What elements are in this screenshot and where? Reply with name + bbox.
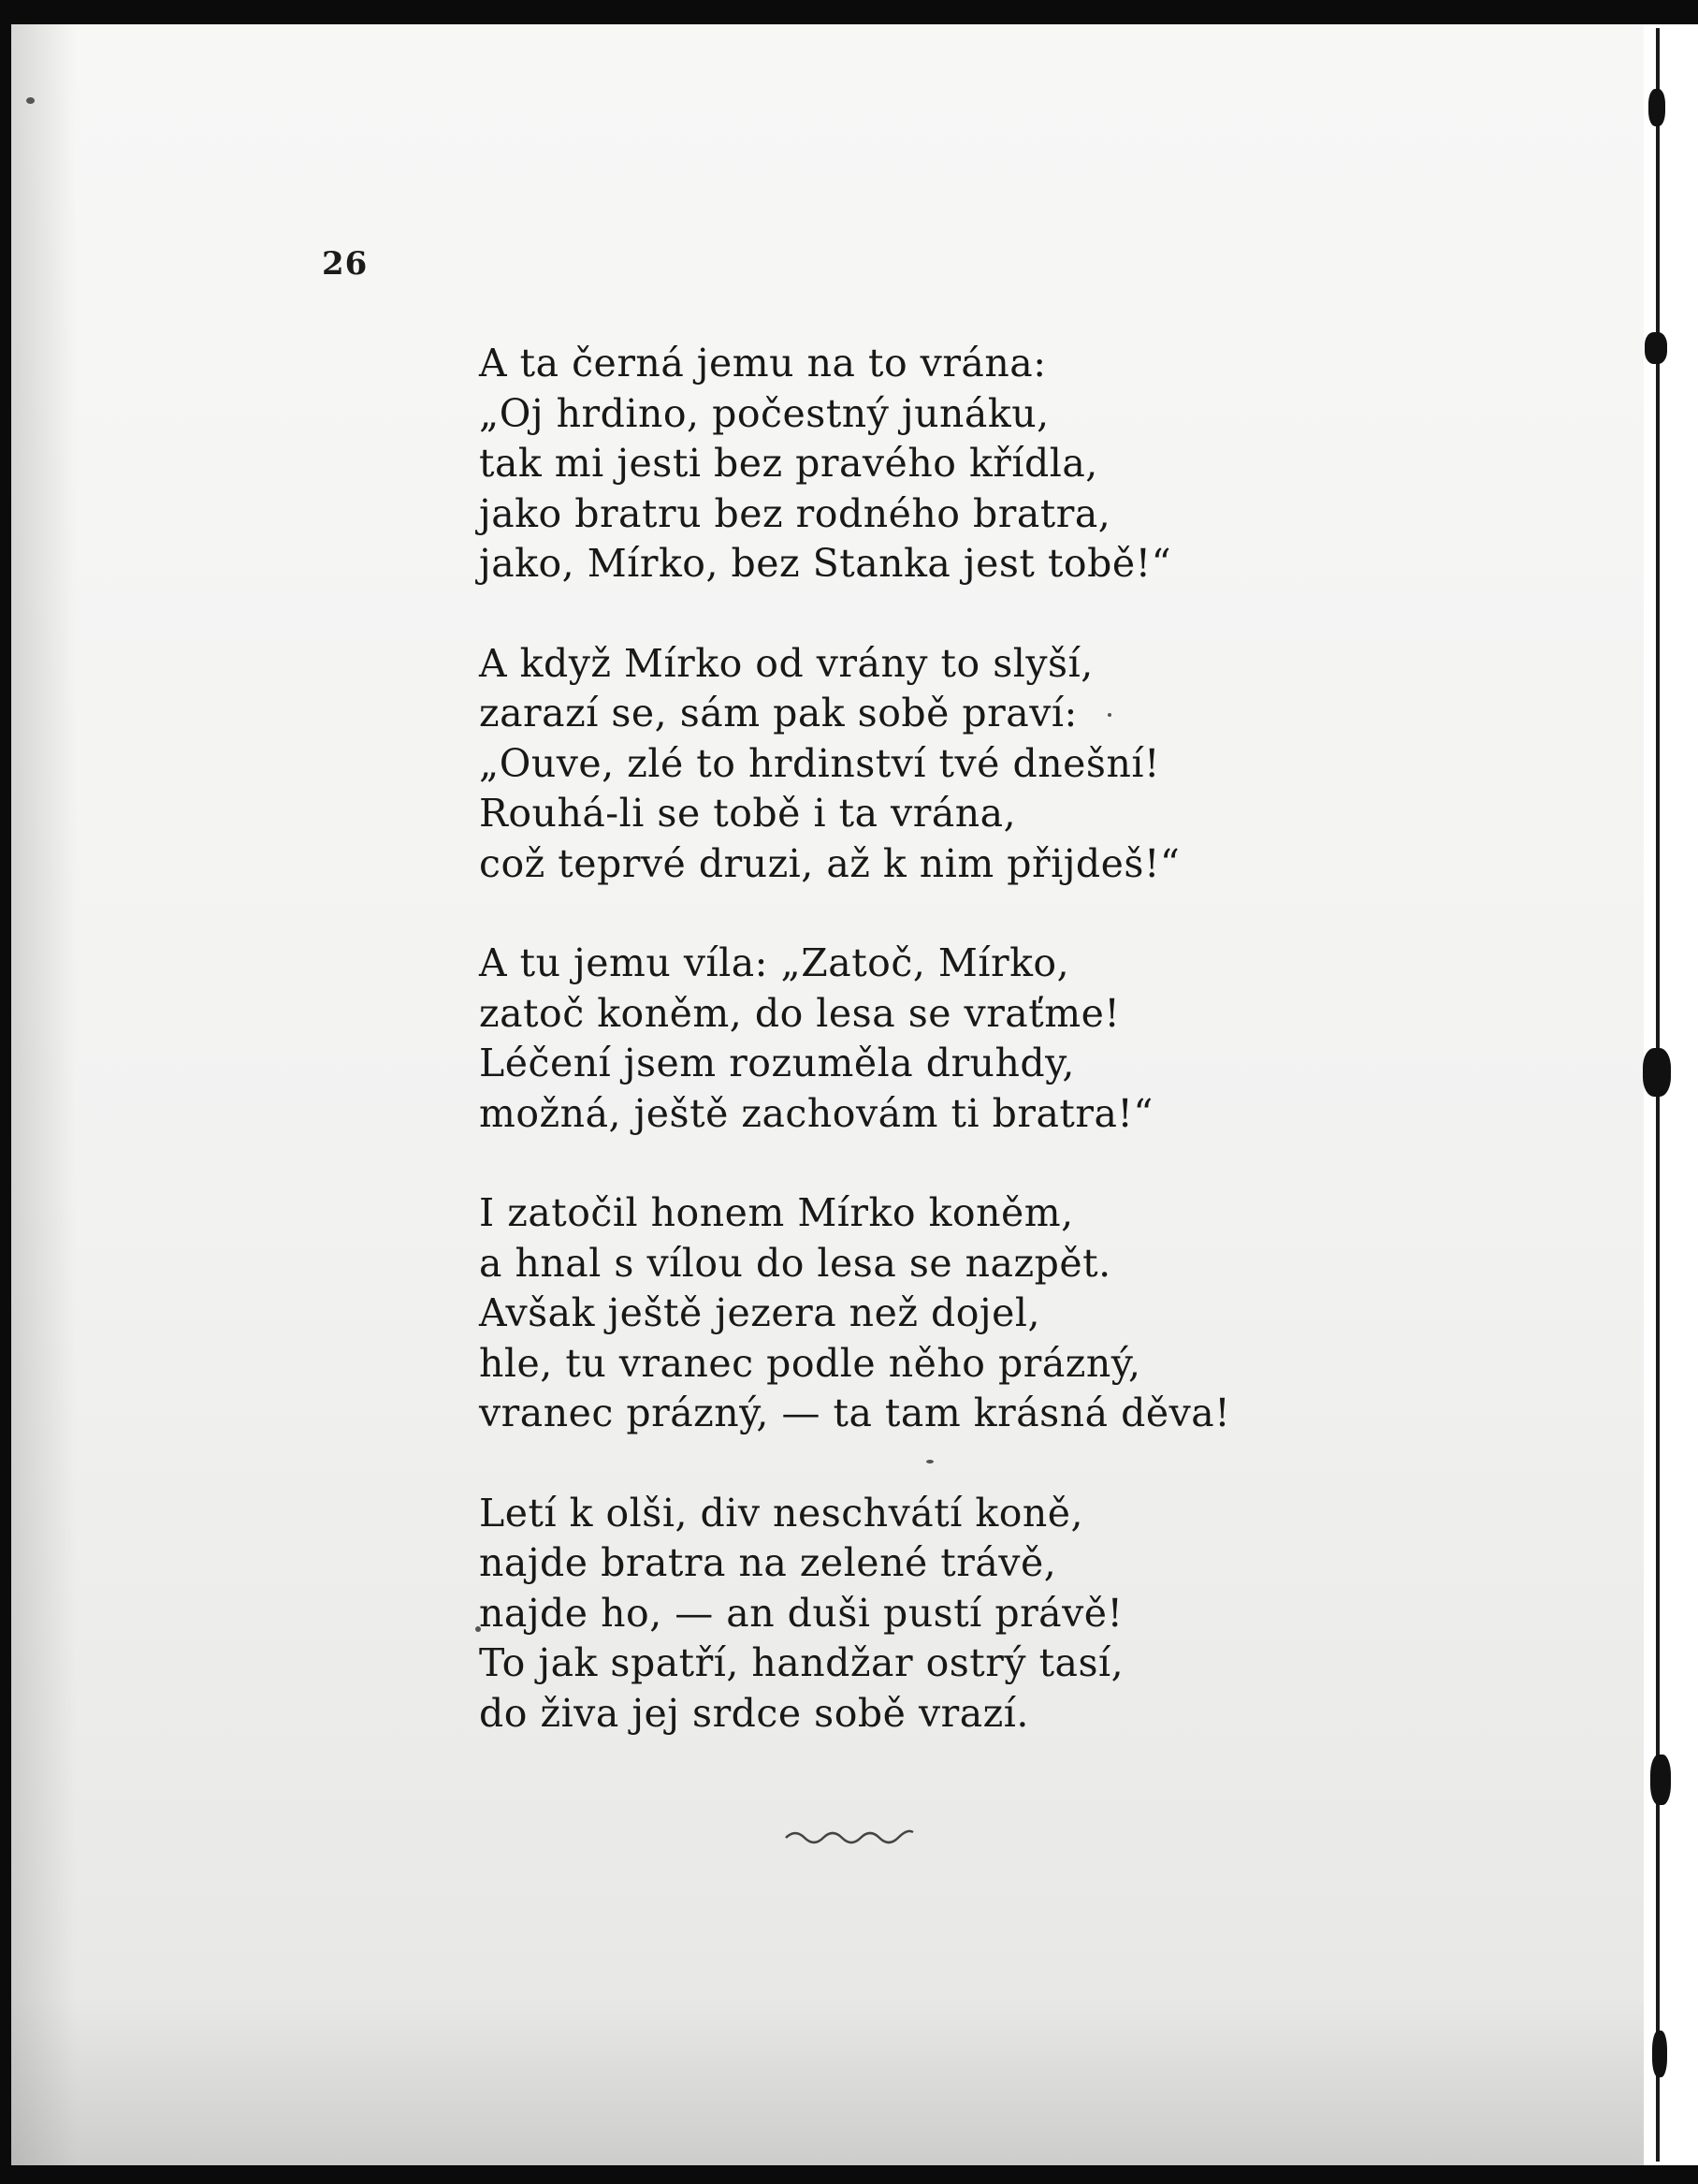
- verse-line: Letí k olši, div neschvátí koně,: [479, 1490, 1084, 1536]
- stanza-1: [479, 339, 1284, 590]
- binding-stitch-mark: [1650, 1754, 1671, 1805]
- verse-line: „Ouve, zlé to hrdinství tvé dnešní!: [479, 740, 1160, 786]
- poem-body: [479, 339, 1284, 1788]
- stanza-2: [479, 639, 1284, 890]
- verse-line: „Oj hrdino, počestný junáku,: [479, 390, 1050, 436]
- page-number: 26: [322, 245, 369, 283]
- verse-line: zarazí se, sám pak sobě praví:: [479, 691, 1078, 735]
- page-shadow-left: [11, 24, 77, 2165]
- verse-line: To jak spatří, handžar ostrý tasí,: [479, 1640, 1125, 1685]
- verse-line: A tu jemu víla: „Zatoč, Mírko,: [479, 940, 1070, 985]
- binding-stitch-mark: [1645, 332, 1667, 364]
- verse-line: tak mi jesti bez pravého křídla,: [479, 441, 1098, 486]
- binding-stitch-mark: [1652, 2031, 1667, 2077]
- wave-ornament-icon: [784, 1827, 915, 1845]
- verse-line: najde bratra na zelené trávě,: [479, 1540, 1057, 1585]
- verse-line: možná, ještě zachovám ti bratra!“: [479, 1090, 1154, 1136]
- verse-line: a hnal s vílou do lesa se nazpět.: [479, 1240, 1111, 1286]
- paper-speck: [26, 97, 35, 104]
- page-shadow-bottom: [11, 1997, 1644, 2165]
- verse-line: hle, tu vranec podle něho prázný,: [479, 1340, 1141, 1386]
- stanza-3: [479, 939, 1284, 1139]
- verse-line: A ta černá jemu na to vrána:: [479, 341, 1047, 386]
- verse-line: což teprvé druzi, až k nim přijdeš!“: [479, 840, 1181, 886]
- verse-line: zatoč koněm, do lesa se vraťme!: [479, 990, 1121, 1036]
- verse-line: A když Mírko od vrány to slyší,: [479, 640, 1094, 686]
- verse-line: Rouhá-li se tobě i ta vrána,: [479, 791, 1017, 836]
- verse-line: najde ho, — an duši pustí právě!: [479, 1590, 1124, 1636]
- verse-line: Léčení jsem rozuměla druhdy,: [479, 1041, 1075, 1085]
- binding-stitch-mark: [1643, 1048, 1671, 1097]
- stanza-4: [479, 1188, 1284, 1439]
- verse-line: vranec prázný, — ta tam krásná děva!: [479, 1390, 1231, 1435]
- stanza-5: [479, 1489, 1284, 1740]
- verse-line: I zatočil honem Mírko koněm,: [479, 1190, 1074, 1235]
- binding-stitch-mark: [1648, 89, 1665, 126]
- verse-line: jako, Mírko, bez Stanka jest tobě!“: [479, 541, 1172, 586]
- verse-line: do živa jej srdce sobě vrazí.: [479, 1690, 1029, 1736]
- verse-line: Avšak ještě jezera než dojel,: [479, 1290, 1041, 1335]
- verse-line: jako bratru bez rodného bratra,: [479, 490, 1111, 536]
